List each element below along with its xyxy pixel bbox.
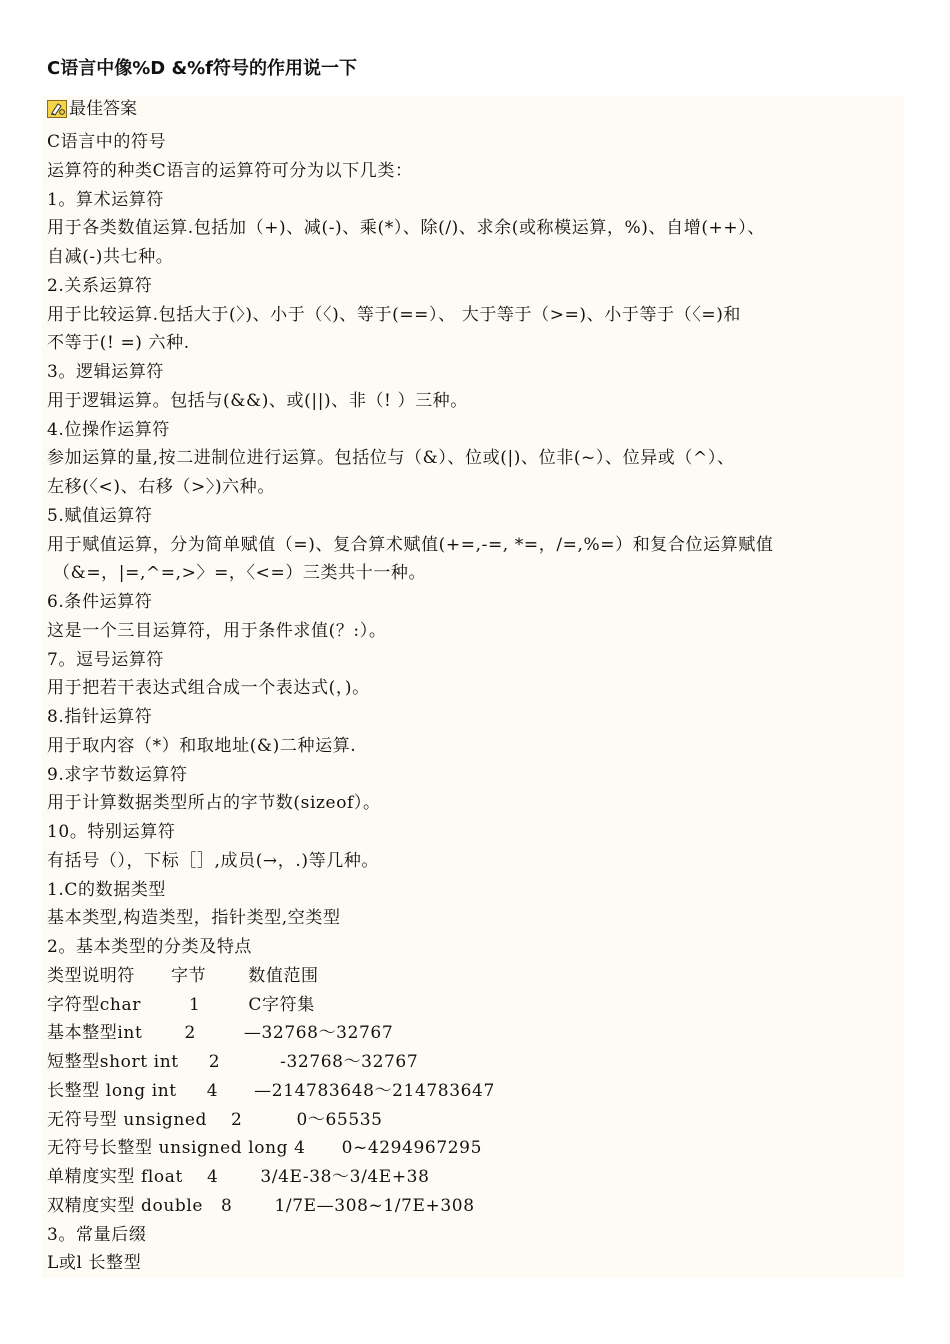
answer-line: 8.指针运算符 [47,707,153,727]
answer-line: 3。常量后缀 [47,1224,147,1245]
answer-line: （&=，|=,^=,>〉=，〈<=）三类共十一种。 [47,563,427,584]
answer-line: 基本类型,构造类型，指针类型,空类型 [47,908,341,929]
best-answer-header [47,96,137,122]
answer-line: 运算符的种类C语言的运算符可分为以下几类： [47,160,413,181]
answer-line: 用于逻辑运算。包括与(&&)、或(||)、非（! ）三种。 [47,390,468,411]
answer-line: 单精度实型 float 4 3/4E-38～3/4E+38 [47,1167,430,1187]
answer-line: 7。逗号运算符 [47,649,165,670]
answer-line: 5.赋值运算符 [47,505,153,526]
answer-line: 1。算术运算符 [47,189,165,210]
answer-line: 2。基本类型的分类及特点 [47,937,253,957]
answer-line: 10。特别运算符 [47,822,176,842]
answer-line: C语言中的符号 [47,132,167,152]
answer-line: 用于把若干表达式组合成一个表达式(，)。 [47,678,370,699]
best-answer-icon [47,100,67,118]
answer-line: 不等于(! =) 六种. [47,333,190,354]
answer-line: L或l 长整型 [47,1253,142,1274]
answer-line: 用于赋值运算，分为简单赋值（=)、复合算术赋值(+=,-=, *=，/=,%=）和复合位运算赋值 [47,534,774,555]
answer-line: 3。逻辑运算符 [47,362,165,382]
answer-line: 字符型char 1 C字符集 [47,994,315,1015]
answer-line: 类型说明符 字节 数值范围 [47,965,319,986]
answer-line: 双精度实型 double 8 1/7E—308~1/7E+308 [47,1195,475,1216]
answer-line: 自减(-)共七种。 [47,247,174,267]
answer-body [47,128,907,1278]
answer-line: 1.C的数据类型 [47,879,167,900]
answer-line: 短整型short int 2 -32768～32767 [47,1052,419,1072]
answer-line: 用于取内容（*）和取地址(&)二种运算. [47,735,357,756]
answer-line: 用于比较运算.包括大于(〉)、小于（〈)、等于(==）、 大于等于（>=)、小于等于（〈=)和 [47,304,742,325]
answer-line: 2.关系运算符 [47,275,153,296]
answer-line: 左移(〈<)、右移（>〉)六种。 [47,477,275,497]
answer-line: 长整型 long int 4 —214783648～214783647 [47,1080,495,1101]
answer-line: 无符号型 unsigned 2 0～65535 [47,1109,383,1130]
answer-line: 用于计算数据类型所占的字节数(sizeof）。 [47,793,381,814]
answer-line: 这是一个三目运算符，用于条件求值(？:）。 [47,620,387,641]
page-title: C语言中像%D &%f符号的作用说一下 [47,58,358,79]
best-answer-label: 最佳答案 [69,99,137,119]
answer-line: 参加运算的量,按二进制位进行运算。包括位与（&）、位或(|)、位非(~）、位异或（^）、 [47,448,735,469]
answer-line: 4.位操作运算符 [47,419,171,440]
answer-line: 6.条件运算符 [47,592,153,612]
answer-line: 用于各类数值运算.包括加（+)、减(-)、乘(*）、除(/)、求余(或称模运算，%)、自增(++）、 [47,218,765,239]
answer-line: 有括号（），下标［］,成员(→，.)等几种。 [47,850,380,871]
answer-line: 基本整型int 2 —32768～32767 [47,1023,394,1044]
answer-line: 无符号长整型 unsigned long 4 0~4294967295 [47,1138,483,1159]
answer-line: 9.求字节数运算符 [47,764,188,785]
